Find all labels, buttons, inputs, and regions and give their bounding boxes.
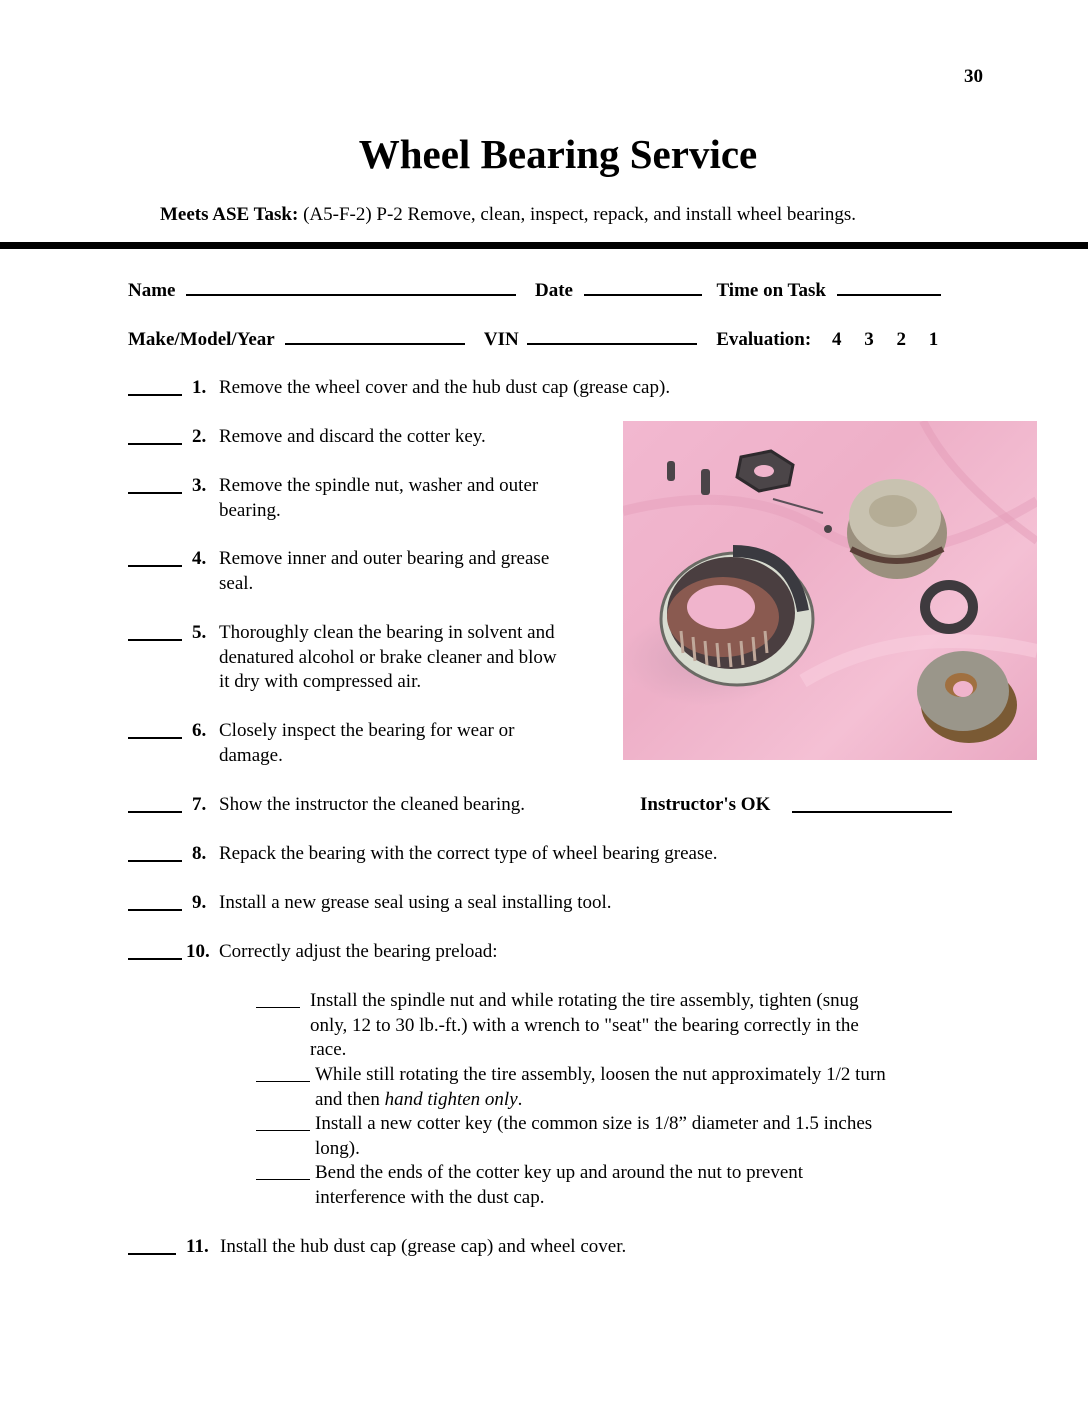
evaluation-label: Evaluation:	[716, 329, 812, 350]
substep-3	[256, 1112, 976, 1162]
step-4-checkbox-line[interactable]	[128, 565, 182, 567]
step-11-checkbox-line[interactable]	[128, 1253, 176, 1255]
step-number: 10.	[186, 941, 210, 962]
make-model-year-label: Make/Model/Year	[128, 329, 275, 350]
step-6	[128, 719, 608, 769]
step-text: Install a new grease seal using a seal installing tool.	[219, 892, 612, 913]
substep-text-line: and then	[315, 1088, 385, 1110]
step-text-line: Closely inspect the bearing for wear or	[219, 720, 515, 741]
step-10	[128, 940, 1028, 966]
instructor-ok-field[interactable]	[792, 811, 952, 813]
substep-3-checkbox-line[interactable]	[256, 1130, 310, 1131]
step-2-checkbox-line[interactable]	[128, 443, 182, 445]
evaluation-score-1[interactable]: 1	[928, 329, 939, 350]
time-on-task-label: Time on Task	[716, 280, 826, 301]
step-number: 5.	[192, 622, 207, 643]
step-text-line: seal.	[219, 572, 254, 594]
page-number: 30	[964, 66, 983, 87]
name-field[interactable]	[186, 278, 516, 296]
substep-text-line: race.	[310, 1039, 347, 1060]
step-number: 3.	[192, 475, 207, 496]
bearing-parts-illustration	[623, 421, 1037, 760]
ase-task-text: (A5-F-2) P-2 Remove, clean, inspect, repack, and install wheel bearings.	[298, 204, 857, 225]
vehicle-info-row	[128, 327, 938, 351]
substep-text-line: Install the spindle nut and while rotating the tire assembly, tighten (snug	[310, 990, 859, 1011]
substep-text-line: only, 12 to 30 lb.-ft.) with a wrench to "seat" the bearing correctly in the	[310, 1014, 859, 1036]
evaluation-score-4[interactable]: 4	[831, 329, 842, 350]
tapered-roller-bearing-icon	[661, 551, 813, 685]
student-info-row	[128, 278, 941, 302]
substep-text	[315, 1112, 872, 1161]
date-field[interactable]	[584, 278, 702, 296]
ase-task-label: Meets ASE Task:	[160, 204, 299, 225]
step-number: 6.	[192, 720, 207, 741]
instructor-ok-label: Instructor's OK	[640, 794, 771, 815]
step-9	[128, 891, 1028, 917]
step-1	[128, 376, 1028, 402]
name-label: Name	[128, 280, 176, 301]
step-text: Repack the bearing with the correct type of wheel bearing grease.	[219, 843, 718, 864]
substep-4-checkbox-line[interactable]	[256, 1179, 310, 1180]
step-8	[128, 842, 1028, 868]
step-number: 4.	[192, 548, 207, 569]
step-6-checkbox-line[interactable]	[128, 737, 182, 739]
step-2	[128, 425, 608, 451]
step-text	[219, 719, 514, 768]
header-divider	[0, 242, 1088, 249]
step-text-line: Remove inner and outer bearing and grease	[219, 548, 550, 569]
step-text-line: damage.	[219, 744, 283, 766]
step-text: Remove the wheel cover and the hub dust cap (grease cap).	[219, 377, 671, 398]
step-7-checkbox-line[interactable]	[128, 811, 182, 813]
step-text: Correctly adjust the bearing preload:	[219, 941, 498, 962]
step-text-line: it dry with compressed air.	[219, 671, 422, 692]
step-number: 1.	[192, 377, 207, 398]
substep-4	[256, 1161, 976, 1211]
step-7	[128, 793, 968, 819]
bearing-parts-photo	[623, 421, 1037, 760]
substep-text-punct: .	[517, 1088, 523, 1110]
step-text: Install the hub dust cap (grease cap) and wheel cover.	[220, 1236, 627, 1257]
step-text: Show the instructor the cleaned bearing.	[219, 794, 526, 815]
vin-field[interactable]	[527, 327, 697, 345]
substep-2-checkbox-line[interactable]	[256, 1081, 310, 1082]
date-label: Date	[534, 280, 573, 301]
step-number: 9.	[192, 892, 207, 913]
substep-text-line: interference with the dust cap.	[315, 1186, 545, 1208]
step-3-checkbox-line[interactable]	[128, 492, 182, 494]
substep-text-line: Install a new cotter key (the common size is 1/8” diameter and 1.5 inches	[315, 1113, 873, 1134]
step-5	[128, 621, 608, 696]
spindle-nut-icon	[737, 451, 793, 491]
step-number: 8.	[192, 843, 207, 864]
dust-cap-icon	[847, 479, 947, 579]
substep-text	[315, 1161, 803, 1210]
substep-2	[256, 1063, 976, 1113]
ase-task-line	[160, 204, 856, 226]
step-5-checkbox-line[interactable]	[128, 639, 182, 641]
step-text	[219, 621, 557, 695]
time-on-task-field[interactable]	[837, 278, 941, 296]
substep-text-line: long).	[315, 1137, 360, 1159]
step-9-checkbox-line[interactable]	[128, 909, 182, 911]
step-text	[219, 547, 549, 596]
step-1-checkbox-line[interactable]	[128, 394, 182, 396]
evaluation-score-2[interactable]: 2	[896, 329, 906, 350]
substep-1-checkbox-line[interactable]	[256, 1007, 300, 1008]
substep-text-line: While still rotating the tire assembly, loosen the nut approximately 1/2 turn	[315, 1064, 886, 1085]
step-text-line: bearing.	[219, 499, 281, 521]
step-8-checkbox-line[interactable]	[128, 860, 182, 862]
step-text	[219, 474, 538, 523]
step-text-line: denatured alcohol or brake cleaner and blow	[219, 646, 557, 668]
washer-icon	[917, 651, 1017, 743]
substep-text-line: Bend the ends of the cotter key up and around the nut to prevent	[315, 1162, 804, 1183]
step-3	[128, 474, 608, 524]
substep-text-emphasis: hand tighten only	[384, 1088, 518, 1110]
step-text: Remove and discard the cotter key.	[219, 426, 486, 447]
step-4	[128, 547, 608, 597]
step-number: 11.	[186, 1236, 209, 1257]
substep-text	[315, 1063, 886, 1112]
make-model-year-field[interactable]	[285, 327, 465, 345]
substep-1	[256, 989, 976, 1064]
step-10-checkbox-line[interactable]	[128, 958, 182, 960]
step-11	[128, 1235, 1028, 1261]
vin-label: VIN	[483, 329, 519, 350]
grease-seal-icon	[925, 585, 973, 629]
step-text-line: Thoroughly clean the bearing in solvent and	[219, 622, 555, 643]
page-title: Wheel Bearing Service	[358, 131, 758, 177]
step-text-line: Remove the spindle nut, washer and outer	[219, 475, 539, 496]
step-number: 2.	[192, 426, 207, 447]
evaluation-score-3[interactable]: 3	[864, 329, 874, 350]
substep-text	[310, 989, 859, 1063]
step-number: 7.	[192, 794, 207, 815]
